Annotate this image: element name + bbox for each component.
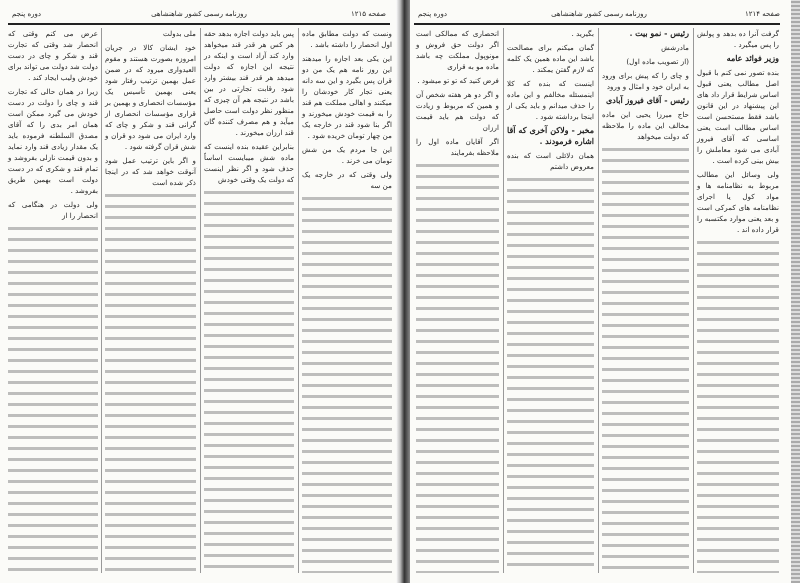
- page-number: صفحه ۱۲۱۴: [744, 10, 780, 18]
- text-texture: [507, 175, 594, 573]
- text-column-3: [105, 28, 196, 573]
- text-texture: [8, 224, 98, 573]
- text-column-1: [697, 28, 779, 573]
- paragraph: بنابراین عقیده بنده اینست که ماده شش میبایست اساساً حذف شود و اگر نظر اینست که دولت یک وقتی خودش: [204, 142, 294, 184]
- paragraph: عرض می کنم وقتی که انحصار شد وقتی که تجارت قند و شکر و چای در دست دولت شد دولت می تواند برای خودش ولیب ایجاد کند .: [8, 29, 98, 82]
- text-column-3: [507, 28, 594, 573]
- column-divider: [101, 28, 102, 573]
- text-column-4: [8, 28, 98, 573]
- newspaper-title: روزنامه رسمی کشور شاهنشاهی: [551, 10, 647, 18]
- page-header: [8, 10, 390, 22]
- text-column-2: [204, 28, 294, 573]
- column-divider: [693, 28, 694, 573]
- paragraph: گمان میکنم برای مصالحت باشد این ماده همین یک کلمه که لازم گفتن یمکند .: [507, 43, 594, 74]
- speaker-heading: وزیر فوائد عامه: [726, 53, 779, 63]
- text-column-1: [302, 28, 392, 573]
- text-texture: [302, 194, 392, 573]
- page-edge: [791, 0, 800, 583]
- paragraph: و اگر باین ترتیب عمل شود آنوقت خواهد شد که در اینجا ذکر شده است: [105, 156, 196, 187]
- text-texture: [602, 145, 689, 573]
- newspaper-title: روزنامه رسمی کشور شاهنشاهی: [151, 10, 247, 18]
- speaker-heading: رئیس - نمو بیت .: [629, 28, 689, 38]
- text-column-4: [416, 28, 499, 573]
- paragraph: انحصاری که ممالکی است اگر دولت حق فروش و مونوپول مملکت چه باشد ماده مو به قراری: [416, 29, 499, 71]
- paragraph: فرض کنید که تو تو میشود .: [417, 76, 499, 85]
- book-gutter-shadow: [396, 0, 410, 583]
- paragraph: همان دلائلی است که بنده معروض داشتم: [507, 151, 594, 171]
- paragraph: بنده تصور نمی کنم با قبول اصل مطالب یعنی قبول اساس شرایط قرار داد های این پیشنهاد در این قانون باشد فقط مستحسن است اساس مطالب است یعنی اساسی که آقای فیروز آبادی می شود معاملش را بیش بینی کرده است .: [697, 68, 779, 165]
- text-texture: [105, 191, 196, 573]
- header-rule: [8, 23, 390, 25]
- page-header: [414, 10, 784, 22]
- paragraph: اینست که بنده که کلا اینمسئله مخالفم و این ماده را حذف میدانم و باید یکی از اینجا برداشته شود .: [507, 79, 594, 121]
- paragraph: اگر آقایان ماده اول را ملاحظه بفرمایند: [416, 137, 499, 157]
- text-texture: [204, 188, 294, 573]
- paragraph: ملی بدولت: [163, 29, 196, 38]
- speaker-heading: مخبر - ولاکن آخری که آقا اشاره فرمودند .: [507, 125, 594, 146]
- left-page: [0, 0, 398, 583]
- paragraph: ولی دولت در هنگامی که انحصار را از: [8, 200, 98, 220]
- column-divider: [298, 28, 299, 573]
- header-rule: [414, 23, 780, 25]
- paragraph: پس باید دولت اجازه بدهد حقه هر کس هر قدر قند میخواهد وارد کند آزاد است و اینکه در نتیجه این اجازه که دولت میدهد هر قدر قند بیشتر وارد شود رقابت تجارتی در بین باشد در نتیجه هم آن چیزی که منظور نظر دولت است حاصل میآید و هم مصرف کننده گان قند ارزان میخورند .: [204, 29, 294, 137]
- paragraph: ولی وسائل این مطالب مربوط به نظامنامه ها و مواد کول یا اجرای نظامنامه های کمرکی است و بعد یعنی موارد مکتسبه را قرار داده اند .: [697, 170, 779, 234]
- paragraph: زیرا در همان حالی که تجارت قند و چای را دولت در دست خودش می گیرد ممکن است همان امر بدی را که آقای مصدق السلطنه فرموده باید یک مقدار زیادی قند وارد نماید و بدون قیمت نازلی بفروشد و تمام قند و شکری که در دست دولت است بهمین طریق بفروشد .: [8, 87, 98, 195]
- paragraph: مادرشش: [661, 43, 689, 52]
- text-texture: [416, 161, 499, 573]
- edition-label: دوره پنجم: [12, 10, 42, 18]
- text-texture: [697, 238, 779, 573]
- paragraph: بگیرید .: [571, 29, 594, 38]
- paragraph: ونست که دولت مطابق ماده اول انحصار را داشته باشد .: [302, 29, 392, 49]
- right-page: [400, 0, 792, 583]
- paragraph: این یکی بعد اجازه را میدهند این روز نامه هم یک من دو قران پس بگیرد و این سه دانه یعنی تجار کار خودشان را میکنند و اهالی مملکت هم قند را به قیمت خودش میخورند و اگر بنا شود قند در خارجه یک من چهار تومان خریده شود .: [302, 54, 392, 140]
- paragraph: خود ایشان کالا در جریان امروزه بصورت هستند و مقوم العیدواری میرود که در ضمن عمل بهمین ترتیب رفتار شود یعنی بهمین تأسیس یک مؤسسات انحصاری و بهمین بر قراری مؤسسات انحصاری از گرانی قند و شکر و چای که وارد ایران می شود دو قران و شش قران گرفته شود .: [105, 43, 196, 151]
- paragraph: گرفت آنرا ده بدهد و پولش را پس میگیرد .: [697, 29, 779, 49]
- edition-label: دوره پنجم: [418, 10, 448, 18]
- paragraph: (از تصویب ماده اول): [626, 57, 689, 66]
- paragraph: حاج میرزا یحیی این ماده مخالف این ماده را ملاحظه که دولت میخواهد: [602, 110, 689, 141]
- paragraph: و اگر دو هر هفته شخص آن و همین که مربوط و زیادت که دولت هم باید قیمت ارزان: [416, 90, 499, 132]
- page-number: صفحه ۱۲۱۵: [350, 10, 386, 18]
- paragraph: ولی وقتی که در خارجه یک من سه: [302, 170, 392, 190]
- column-divider: [200, 28, 201, 573]
- paragraph: این جا مردم یک من شش تومان می خرند .: [302, 145, 392, 165]
- speaker-heading: رئیس - آقای فیروز آبادی: [606, 95, 689, 105]
- column-divider: [598, 28, 599, 573]
- text-column-2: [602, 28, 689, 573]
- column-divider: [503, 28, 504, 573]
- paragraph: و چای را که پیش برای ورود به ایران خود و امثال و ورود: [602, 71, 689, 91]
